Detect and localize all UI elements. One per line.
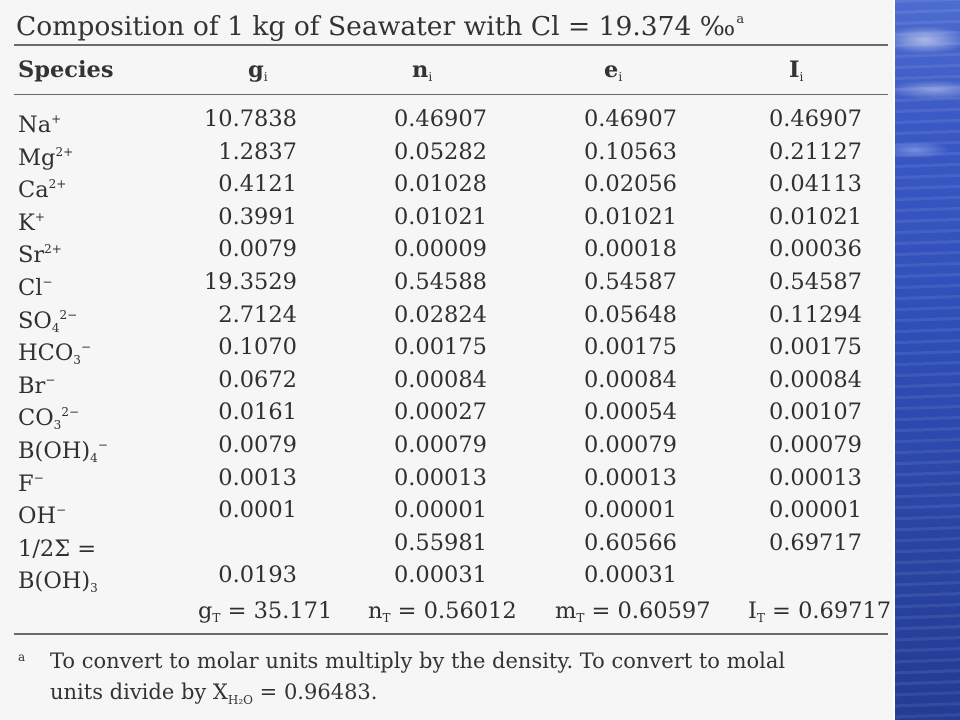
g-cell: 0.0193 <box>218 562 297 589</box>
n-cell: 0.00175 <box>393 334 487 361</box>
table-row <box>0 462 893 497</box>
total-i: $I_T = 0.69717$ <box>748 598 892 625</box>
table-row <box>0 103 893 138</box>
species-cell: F− <box>18 470 44 497</box>
e-cell: 0.00084 <box>583 366 677 393</box>
i-cell: 0.00084 <box>768 366 862 393</box>
header-n: $n_i$ <box>412 57 433 84</box>
species-cell: $Mg^{2+}$ <box>18 144 74 171</box>
species-cell: Na+ <box>18 112 62 138</box>
e-cell: 0.00013 <box>583 464 677 491</box>
table-title <box>16 2 886 45</box>
i-cell: 0.46907 <box>768 106 862 132</box>
g-cell: 0.0161 <box>218 399 297 426</box>
table-row <box>0 429 893 465</box>
water-decoration-strip <box>895 0 960 720</box>
n-cell: 0.00009 <box>393 236 487 263</box>
n-cell: 0.00027 <box>393 399 487 426</box>
top-rule <box>14 44 888 46</box>
g-cell: 0.0079 <box>218 432 297 458</box>
i-cell: 0.00036 <box>768 236 862 263</box>
n-cell: 0.00001 <box>393 497 487 524</box>
i-cell: 0.21127 <box>768 138 862 165</box>
i-cell: 0.00013 <box>768 464 862 491</box>
table-row <box>0 494 893 530</box>
i-cell: 0.00175 <box>768 334 862 361</box>
table-row <box>0 299 893 335</box>
g-cell: 0.3991 <box>218 203 297 230</box>
species-cell: $CO_3^{2-}$ <box>18 405 80 433</box>
table-row <box>0 136 893 171</box>
g-cell: 1.2837 <box>218 138 297 165</box>
i-cell: 0.69717 <box>768 529 862 556</box>
species-cell: OH− <box>18 503 67 530</box>
table-title-text: Composition of 1 kg of Seawater with Cl = 19.374 ‰ <box>16 11 736 42</box>
species-cell: $SO_4^{2-}$ <box>18 307 78 335</box>
table-row <box>0 396 893 433</box>
bottom-rule <box>14 633 888 635</box>
g-cell: 0.0672 <box>218 366 297 393</box>
species-cell: $B(OH)_3$ <box>18 568 98 596</box>
g-cell: 10.7838 <box>203 106 297 132</box>
header-e: $e_i$ <box>604 57 623 84</box>
table-row <box>0 527 893 562</box>
g-cell: 0.1070 <box>218 334 297 361</box>
header-rule <box>14 94 888 95</box>
e-cell: 0.00175 <box>583 334 677 361</box>
table-row <box>0 364 893 399</box>
e-cell: 0.00079 <box>583 432 677 458</box>
e-cell: 0.02056 <box>583 171 677 198</box>
e-cell: 0.60566 <box>583 529 677 556</box>
i-cell: 0.01021 <box>768 203 862 230</box>
title-footnote-marker: a <box>736 12 745 27</box>
total-n: $n_T = 0.56012$ <box>368 598 517 625</box>
e-cell: 0.00031 <box>583 562 677 589</box>
g-cell: 0.0001 <box>218 497 297 524</box>
i-cell: 0.54587 <box>768 269 862 295</box>
i-cell: 0.00107 <box>768 399 862 426</box>
species-cell: $HCO_3^-$ <box>18 340 91 368</box>
footnote-line-1: To convert to molar units multiply by the density. To convert to molal <box>50 649 786 673</box>
e-cell: 0.00054 <box>583 399 677 426</box>
n-cell: 0.01028 <box>393 171 487 198</box>
species-cell: Cl− <box>18 275 53 301</box>
species-cell: 1/2Σ = <box>18 535 97 562</box>
n-cell: 0.55981 <box>393 529 487 556</box>
species-cell: Br− <box>18 372 56 399</box>
g-cell: 19.3529 <box>203 269 297 295</box>
g-cell: 0.0079 <box>218 236 297 263</box>
table-row <box>0 331 893 368</box>
n-cell: 0.00013 <box>393 464 487 491</box>
header-species: Species <box>18 57 114 83</box>
totals-row <box>0 595 893 627</box>
g-cell: 2.7124 <box>218 301 297 328</box>
e-cell: 0.01021 <box>583 203 677 230</box>
n-cell: 0.02824 <box>393 301 487 328</box>
table-row <box>0 201 893 236</box>
e-cell: 0.46907 <box>583 106 677 132</box>
n-cell: 0.00031 <box>393 562 487 589</box>
header-i: $I_i$ <box>789 57 804 84</box>
column-header-row <box>0 54 893 86</box>
species-cell: $Ca^{2+}$ <box>18 177 67 204</box>
g-cell: 0.0013 <box>218 464 297 491</box>
e-cell: 0.10563 <box>583 138 677 165</box>
n-cell: 0.05282 <box>393 138 487 165</box>
footnote-marker: a <box>18 650 26 664</box>
n-cell: 0.46907 <box>393 106 487 132</box>
table-row <box>0 266 893 301</box>
footnote-line-2: units divide by $X_{H_2O} = 0.96483$. <box>50 680 378 707</box>
total-g: $g_T = 35.171$ <box>198 598 333 625</box>
e-cell: 0.00001 <box>583 497 677 524</box>
table-row <box>0 168 893 204</box>
header-g: $g_i$ <box>248 57 268 84</box>
n-cell: 0.00079 <box>393 432 487 458</box>
n-cell: 0.54588 <box>393 269 487 295</box>
e-cell: 0.05648 <box>583 301 677 328</box>
i-cell: 0.11294 <box>768 301 862 328</box>
i-cell: 0.00001 <box>768 497 862 524</box>
table-row <box>0 559 893 596</box>
g-cell: 0.4121 <box>218 171 297 198</box>
e-cell: 0.54587 <box>583 269 677 295</box>
total-m: $m_T = 0.60597$ <box>555 598 711 625</box>
i-cell: 0.04113 <box>768 171 862 198</box>
e-cell: 0.00018 <box>583 236 677 263</box>
n-cell: 0.01021 <box>393 203 487 230</box>
table-row <box>0 233 893 269</box>
i-cell: 0.00079 <box>768 432 862 458</box>
species-cell: $Sr^{2+}$ <box>18 242 62 269</box>
species-cell: $B(OH)_4^-$ <box>18 438 108 465</box>
n-cell: 0.00084 <box>393 366 487 393</box>
species-cell: K+ <box>18 209 45 236</box>
